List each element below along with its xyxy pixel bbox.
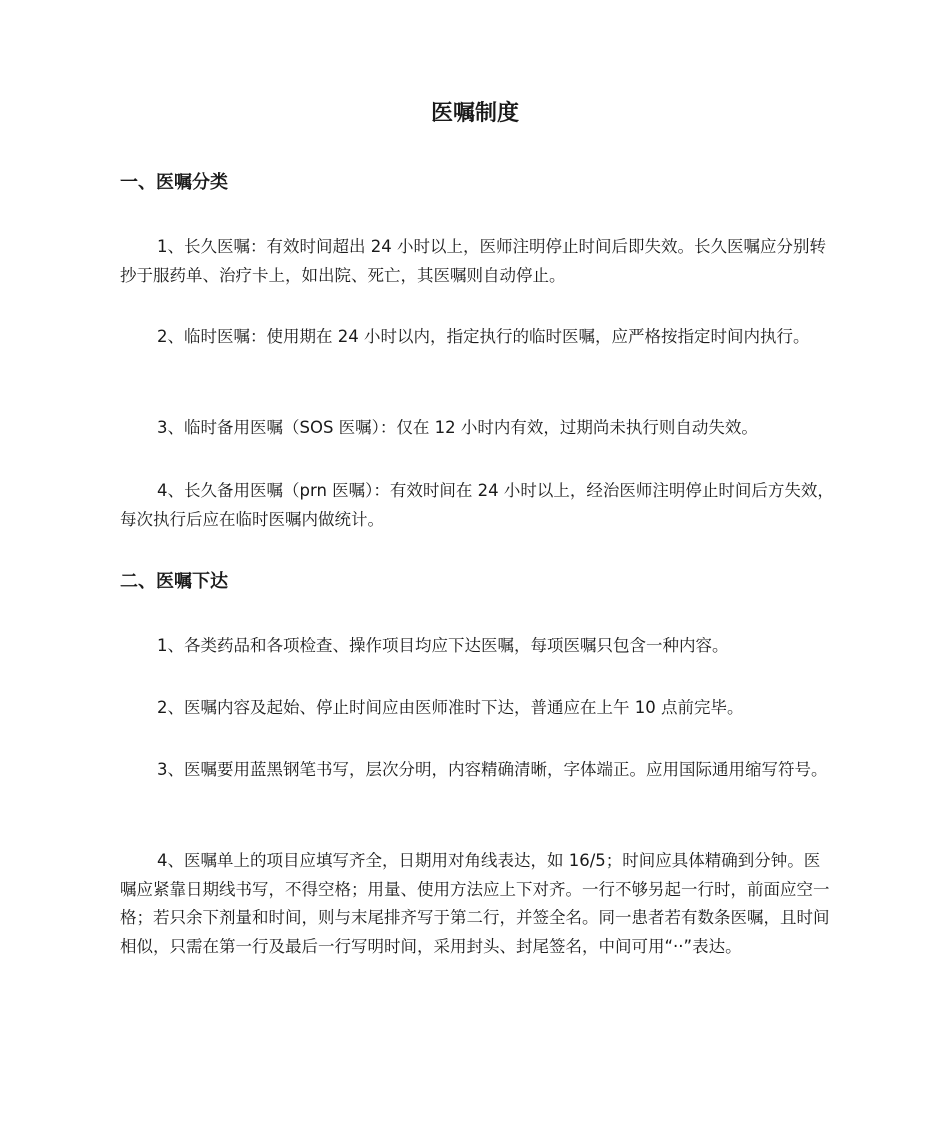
section-heading-classification: 一、医嘱分类 xyxy=(120,172,228,193)
paragraph-issuing-rule-2: 2、医嘱内容及起始、停止时间应由医师准时下达，普通应在上午 10 点前完毕。 xyxy=(157,698,744,717)
paragraph-issuing-rule-4: 4、医嘱单上的项目应填写齐全，日期用对角线表达，如 16/5；时间应具体精确到分钟。医嘱应紧靠日期线书写，不得空格；用量、使用方法应上下对齐。一行不够另起一行时，前面应空一格；若只余下剂量和时间，则与末尾排齐写于第二行，并签全名。同一患者若有数条医嘱，且时间相似，只需在第一行及最后一行写明时间，采用封头、封尾签名，中间可用“··”表达。 xyxy=(120,851,830,956)
paragraph-prn-order: 4、长久备用医嘱（prn 医嘱）：有效时间在 24 小时以上，经治医师注明停止时间后方失效，每次执行后应在临时医嘱内做统计。 xyxy=(120,481,834,529)
paragraph-sos-order: 3、临时备用医嘱（SOS 医嘱）：仅在 12 小时内有效，过期尚未执行则自动失效。 xyxy=(157,418,758,437)
paragraph-long-term-order: 1、长久医嘱：有效时间超出 24 小时以上，医师注明停止时间后即失效。长久医嘱应分别转抄于服药单、治疗卡上，如出院、死亡，其医嘱则自动停止。 xyxy=(120,237,826,285)
paragraph-issuing-rule-1: 1、各类药品和各项检查、操作项目均应下达医嘱，每项医嘱只包含一种内容。 xyxy=(157,636,729,655)
paragraph-temporary-order: 2、临时医嘱：使用期在 24 小时以内，指定执行的临时医嘱，应严格按指定时间内执行。 xyxy=(157,327,810,346)
page-title: 医嘱制度 xyxy=(430,101,519,126)
section-heading-issuing: 二、医嘱下达 xyxy=(120,571,228,592)
paragraph-issuing-rule-3: 3、医嘱要用蓝黑钢笔书写，层次分明，内容精确清晰，字体端正。应用国际通用缩写符号。 xyxy=(157,760,828,779)
